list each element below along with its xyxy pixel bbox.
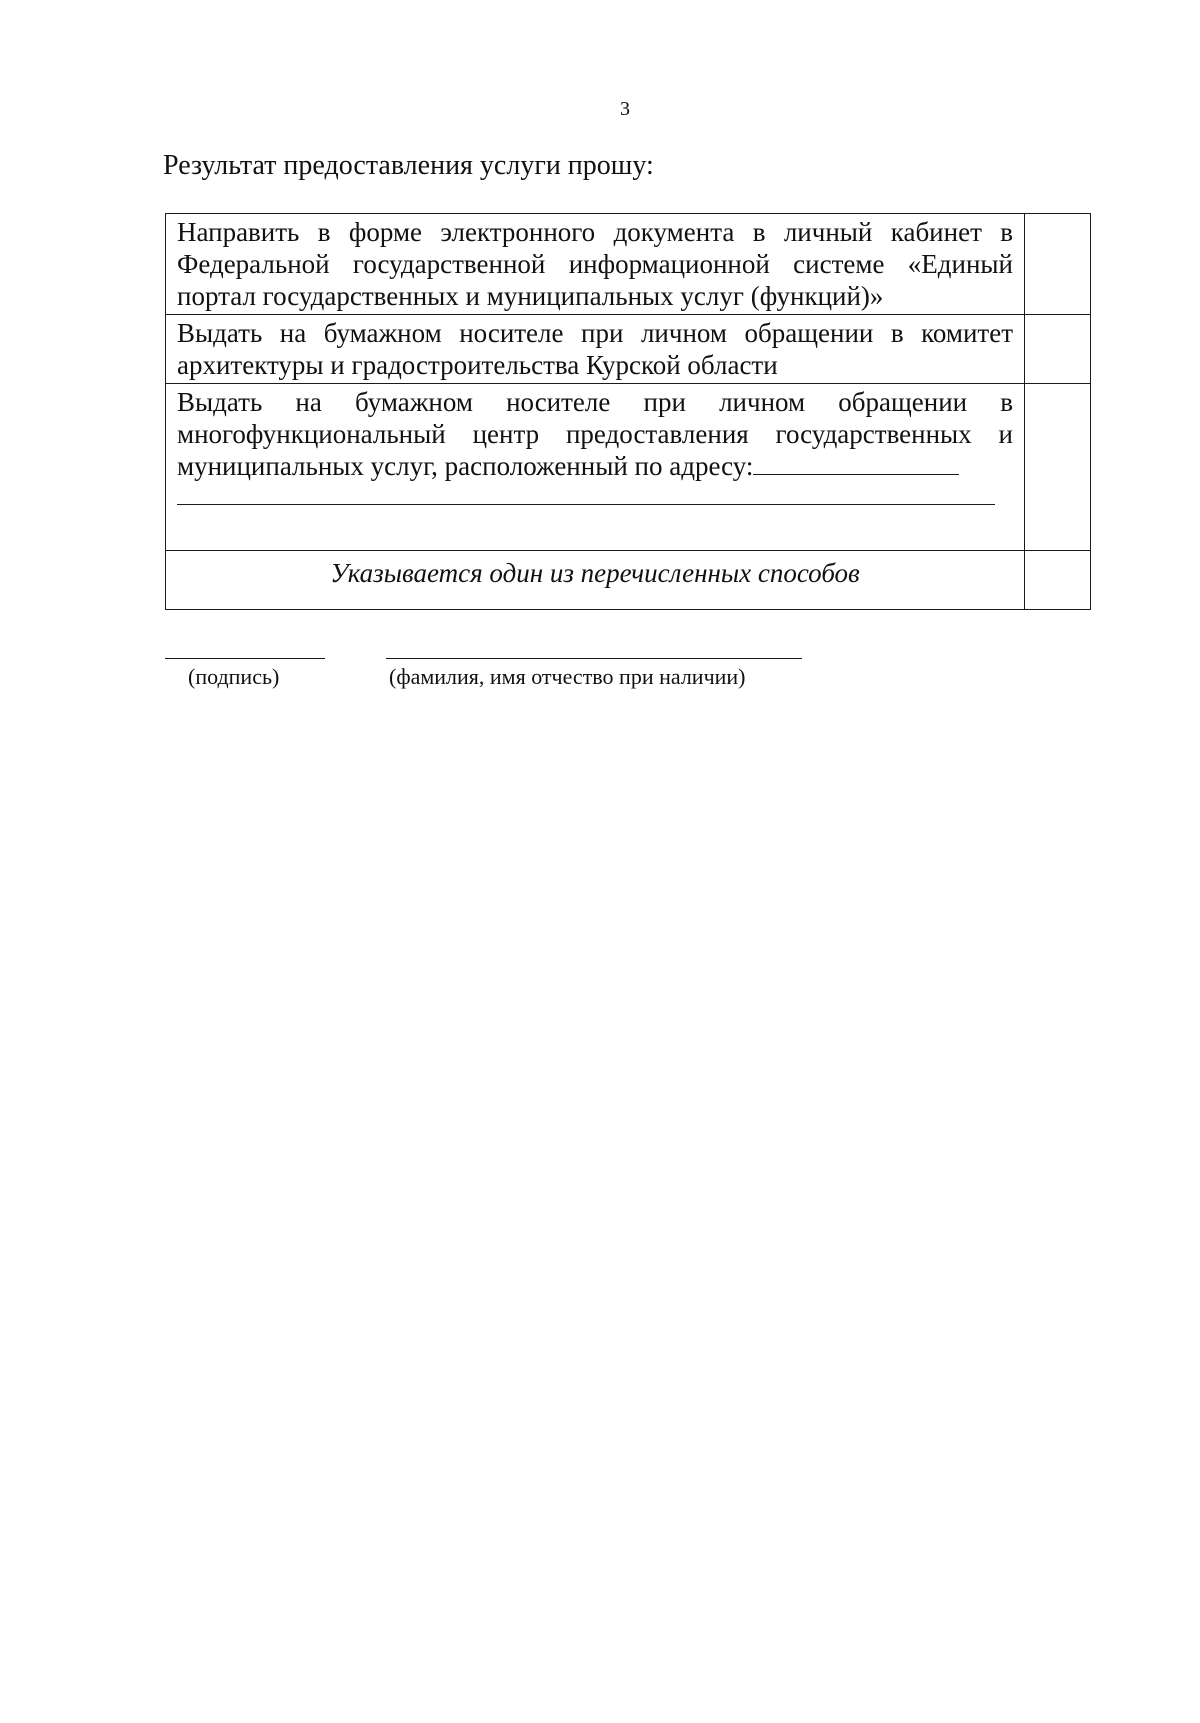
section-intro: Результат предоставления услуги прошу: (163, 150, 654, 181)
option-checkbox-cell[interactable] (1025, 214, 1091, 315)
selection-note: Указывается один из перечисленных способов (166, 551, 1025, 610)
full-name-line[interactable] (386, 658, 802, 659)
delivery-options-table (165, 213, 1091, 610)
page-number: 3 (620, 98, 630, 120)
signature-caption: (подпись) (188, 664, 280, 689)
option-row (166, 315, 1091, 384)
note-empty-cell (1025, 551, 1091, 610)
address-blank-line[interactable] (753, 450, 959, 475)
signature-line[interactable] (165, 658, 325, 659)
option-row (166, 214, 1091, 315)
option-text: Выдать на бумажном носителе при личном обращении в комитет архитектуры и градостроительства Курской области (166, 315, 1025, 384)
option-checkbox-cell[interactable] (1025, 315, 1091, 384)
option-checkbox-cell[interactable] (1025, 384, 1091, 551)
option-row (166, 384, 1091, 551)
full-name-caption: (фамилия, имя отчество при наличии) (389, 664, 746, 689)
option-text: Направить в форме электронного документа в личный кабинет в Федеральной государственной информационной системе «Единый портал государственных и муниципальных услуг (функций)» (166, 214, 1025, 315)
option-cell (166, 384, 1025, 551)
option-text: Выдать на бумажном носителе при личном обращении в многофункциональный центр предоставления государственных и муниципальных услуг, расположенный по адресу: (177, 387, 1013, 481)
note-row (166, 551, 1091, 610)
address-continuation-line[interactable] (177, 504, 995, 505)
